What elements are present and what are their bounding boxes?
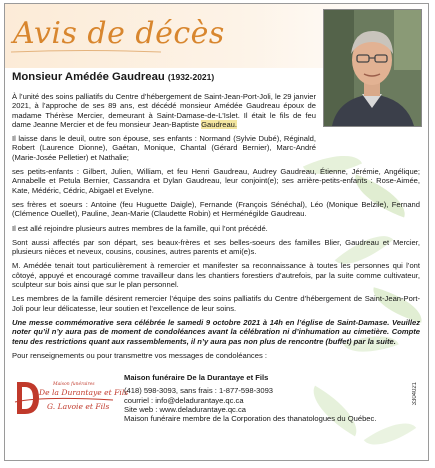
logo-line-1: De la Durantaye et Fils bbox=[39, 388, 129, 397]
funeral-home-membership: Maison funéraire membre de la Corporation des thanatologues du Québec. bbox=[124, 414, 377, 424]
intro-highlight: Gaudreau. bbox=[201, 119, 238, 129]
notice-body bbox=[12, 92, 420, 365]
info-paragraph: Pour renseignements ou pour transmettre vos messages de condoléances : bbox=[12, 350, 267, 360]
funeral-home-name: Maison funéraire De la Durantaye et Fils bbox=[124, 373, 269, 382]
deceased-name-text: Monsieur Amédée Gaudreau bbox=[12, 71, 165, 83]
grandchildren-paragraph: ses petits-enfants : Gilbert, Julien, William, et feu Henri Gaudreau, Audrey Gaudreau, Étienne, Jérémie, Angélique; Annabelle et Petula Bernier, Cassandra et Dylan Gaudreau, leur conjoint(e); ses arrière-petits-enfants : Rose-Aimée, Kate, Médéric, Cédric, Abigaël et Evelyne. bbox=[12, 167, 420, 195]
ad-code: 3304021 bbox=[412, 382, 418, 406]
logo-subtitle: Maison funéraires bbox=[53, 382, 95, 387]
intro-text: À l’unité des soins palliatifs du Centre d’hébergement de Saint-Jean-Port-Joli, le 29 janvier 2021, à l’approche de ses 89 ans, est décédé monsieur Amédée Gaudreau époux de madame Thérèse Mercier, demeurant à Saint-Damase-de-L’Islet. Il était le fils de feu dame Jeanne Mercier et de feu monsieur Jean-Baptiste bbox=[12, 92, 316, 129]
logo-line-2: G. Lavoie et Fils bbox=[47, 402, 110, 411]
notice-title bbox=[13, 16, 225, 51]
notice-title-text: Avis de décès bbox=[13, 16, 225, 51]
children-paragraph: Il laisse dans le deuil, outre son épouse, ses enfants : Normand (Sylvie Dubé), Réginald, Robert (Laurence Dionne), Gaétan, Monique, Chantal (Gérard Bernier), Marc-André (Marie-Josée Pelletier) et Nathalie; bbox=[12, 134, 316, 162]
obituary-notice bbox=[4, 3, 429, 461]
deceased-name bbox=[12, 71, 214, 83]
funeral-home-phone[interactable]: (418) 598-3093, sans frais : 1-877-598-3093 bbox=[124, 386, 274, 396]
others-paragraph: Il est allé rejoindre plusieurs autres membres de la famille, qui l’ont précédé. bbox=[12, 223, 268, 233]
deceased-dates: (1932-2021) bbox=[167, 72, 215, 82]
thanks-paragraph: Les membres de la famille désirent remercier l’équipe des soins palliatifs du Centre d’hébergement de Saint-Jean-Port-Joli pour leur délicatesse, leur soutien et l’excellence de leur soins. bbox=[12, 294, 420, 313]
mass-paragraph: Une messe commémorative sera célébrée le samedi 9 octobre 2021 à 14h en l’église de Saint-Damase. Veuillez noter qu’il n’y aura pas de moment de condoléances avant la célébration ni d’inhumation au cimetière. Compte tenu des restrictions quant aux rassemblements, il n’y aura pas non plus de rencontre (buffet) par la suite. bbox=[12, 317, 420, 346]
funeral-home-contact bbox=[124, 373, 414, 423]
title-underline bbox=[11, 50, 161, 53]
siblings-paragraph: ses frères et soeurs : Antoine (feu Huguette Daigle), Fernande (François Sénéchal), Léo (Monique Belzile), Fernand (Clémence Ouellet), Pauline, Jean-Marie (Claudette Robin) et Herménégilde Gaudreau. bbox=[12, 199, 420, 219]
funeral-home-email[interactable]: courriel : info@deladurantaye.qc.ca bbox=[124, 395, 244, 405]
funeral-home-site[interactable]: Site web : www.deladurantaye.qc.ca bbox=[124, 404, 246, 414]
tribute-paragraph: M. Amédée tenait tout particulièrement à remercier et manifester sa reconnaissance à toutes les personnes qui l’ont côtoyé, appuyé et encouragé comme travailleur dans les chantiers forestiers d’autrefois, par la suite comme cultivateur, sculpteur sur bois ainsi que sur le plan personnel. bbox=[12, 261, 420, 290]
intro-paragraph bbox=[12, 92, 316, 129]
funeral-home-logo bbox=[13, 376, 129, 418]
in-laws-paragraph: Sont aussi affectés par son départ, ses beaux-frères et ses belles-soeurs des familles Blier, Gaudreau et Mercier, plusieurs nièces et neveux, cousins, cousines, autres parents et ami(e)s. bbox=[12, 237, 420, 257]
